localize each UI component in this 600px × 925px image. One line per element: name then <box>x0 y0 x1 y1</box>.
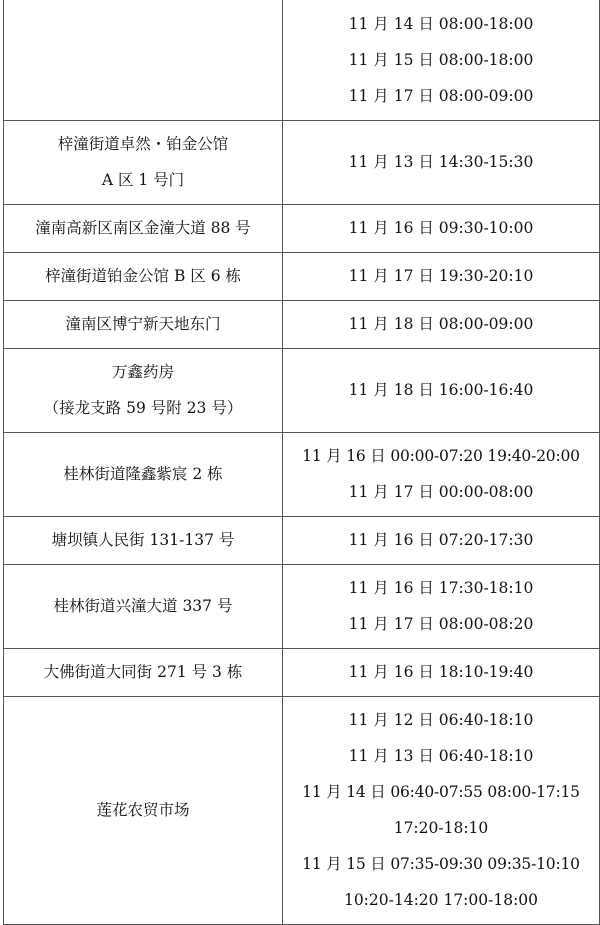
time-cell <box>283 516 600 564</box>
location-text: 潼南高新区南区金潼大道 88 号 <box>35 219 251 237</box>
time-slot: 11 月 16 日 18:10-19:40 <box>348 663 534 681</box>
location-text: A 区 1 号门 <box>101 171 185 189</box>
time-cell <box>283 300 600 348</box>
location-text: 桂林街道兴潼大道 337 号 <box>53 597 233 615</box>
location-text: 大佛街道大同街 271 号 3 栋 <box>43 663 243 681</box>
time-slot: 10:20-14:20 17:00-18:00 <box>343 891 539 909</box>
location-text: 梓潼街道铂金公馆 B 区 6 栋 <box>45 267 241 285</box>
table-row <box>4 564 600 648</box>
table-row <box>4 120 600 204</box>
schedule-table <box>3 0 600 925</box>
location-text: 万鑫药房 <box>111 363 174 381</box>
time-cell <box>283 696 600 924</box>
time-slot: 11 月 13 日 14:30-15:30 <box>348 153 534 171</box>
table-row <box>4 696 600 924</box>
location-text: 桂林街道隆鑫紫宸 2 栋 <box>63 465 223 483</box>
location-text: （接龙支路 59 号附 23 号） <box>43 399 243 417</box>
time-slot: 11 月 17 日 19:30-20:10 <box>348 267 534 285</box>
location-cell <box>4 0 283 120</box>
location-cell <box>4 348 283 432</box>
time-cell <box>283 204 600 252</box>
time-cell <box>283 252 600 300</box>
location-text: 塘坝镇人民街 131-137 号 <box>51 531 235 549</box>
time-slot: 11 月 17 日 00:00-08:00 <box>348 483 534 501</box>
table-row <box>4 300 600 348</box>
time-slot: 11 月 13 日 06:40-18:10 <box>348 747 534 765</box>
time-slot: 11 月 15 日 07:35-09:30 09:35-10:10 <box>302 855 580 873</box>
location-cell <box>4 432 283 516</box>
time-slot: 11 月 18 日 16:00-16:40 <box>348 381 534 399</box>
location-cell <box>4 252 283 300</box>
location-cell <box>4 120 283 204</box>
time-slot: 11 月 18 日 08:00-09:00 <box>348 315 534 333</box>
table-row <box>4 348 600 432</box>
table-row <box>4 0 600 120</box>
location-cell <box>4 300 283 348</box>
time-slot: 11 月 12 日 06:40-18:10 <box>348 711 534 729</box>
time-slot: 11 月 14 日 06:40-07:55 08:00-17:15 <box>302 783 580 801</box>
time-slot: 11 月 16 日 17:30-18:10 <box>348 579 534 597</box>
time-slot: 11 月 16 日 09:30-10:00 <box>348 219 534 237</box>
time-slot: 11 月 14 日 08:00-18:00 <box>348 14 534 33</box>
table-row <box>4 252 600 300</box>
time-cell <box>283 432 600 516</box>
table-row <box>4 516 600 564</box>
time-cell <box>283 348 600 432</box>
location-cell <box>4 564 283 648</box>
time-slot: 11 月 15 日 08:00-18:00 <box>348 50 534 69</box>
location-cell <box>4 696 283 924</box>
table-row <box>4 432 600 516</box>
table-row <box>4 648 600 696</box>
time-cell <box>283 564 600 648</box>
location-text: 梓潼街道卓然・铂金公馆 <box>57 135 229 153</box>
schedule-body <box>4 0 600 924</box>
location-cell <box>4 204 283 252</box>
time-slot: 11 月 16 日 07:20-17:30 <box>348 531 534 549</box>
time-slot: 11 月 17 日 08:00-08:20 <box>348 615 534 633</box>
time-slot: 11 月 16 日 00:00-07:20 19:40-20:00 <box>302 447 580 465</box>
time-slot: 17:20-18:10 <box>393 819 489 837</box>
location-text: 莲花农贸市场 <box>96 801 190 819</box>
time-cell <box>283 648 600 696</box>
location-cell <box>4 516 283 564</box>
location-cell <box>4 648 283 696</box>
table-row <box>4 204 600 252</box>
time-slot: 11 月 17 日 08:00-09:00 <box>348 86 534 105</box>
location-text: 潼南区博宁新天地东门 <box>65 315 221 333</box>
time-cell <box>283 120 600 204</box>
time-cell <box>283 0 600 120</box>
